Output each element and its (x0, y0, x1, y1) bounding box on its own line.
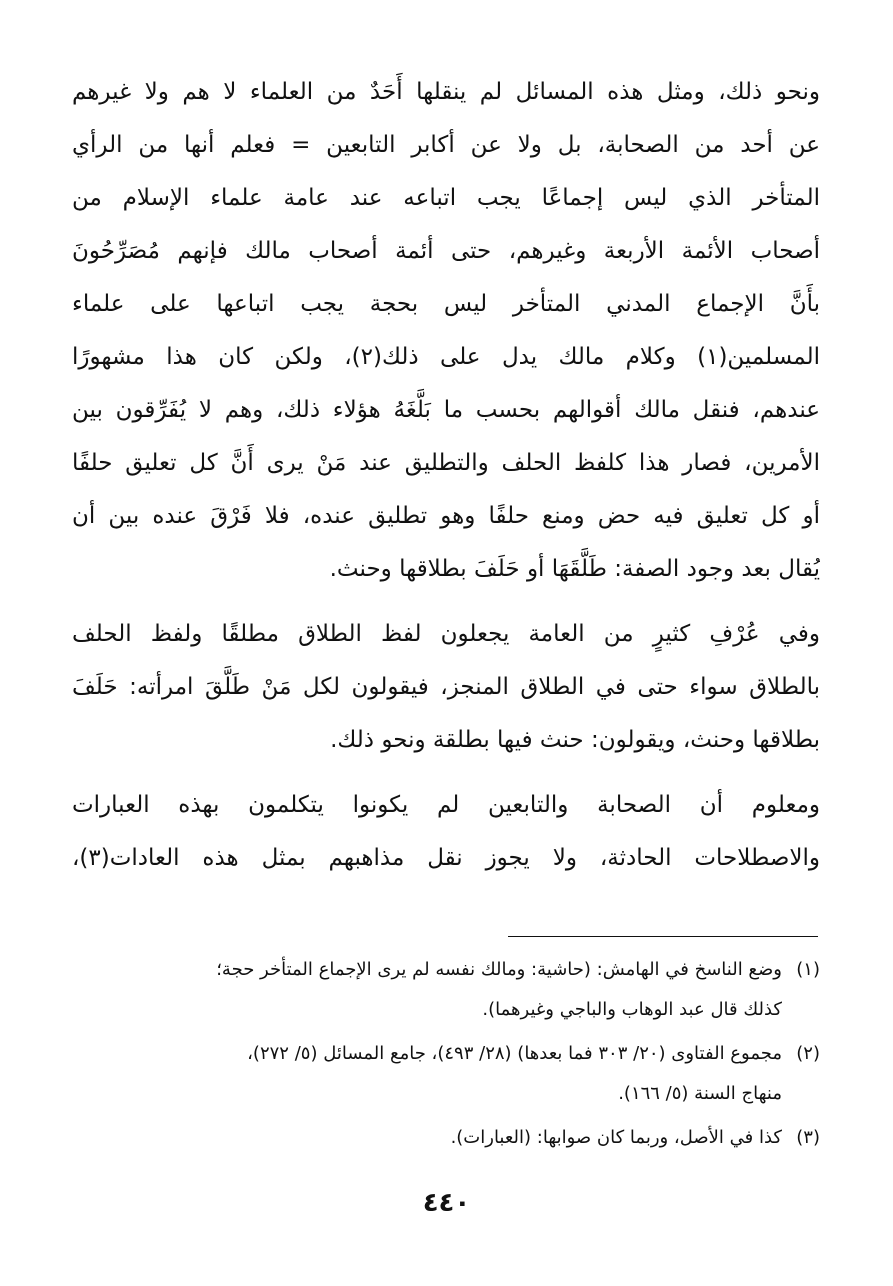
paragraph-gap (72, 596, 820, 608)
text-line: بأَنَّ الإجماع المدني المتأخر ليس بحجة يجب اتباعها على علماء (72, 291, 820, 317)
text-line: ومعلوم أن الصحابة والتابعين لم يكونوا يتكلمون بهذه العبارات (72, 792, 820, 818)
paragraph-gap (72, 767, 820, 779)
text-line: بالطلاق سواء حتى في الطلاق المنجز، فيقولون لكل مَنْ طَلَّقَ امرأته: حَلَفَ (72, 674, 820, 700)
text-line: يُقال بعد وجود الصفة: طَلَّقَهَا أو حَلَفَ بطلاقها وحنث. (329, 556, 820, 582)
paragraph-1 (72, 66, 820, 596)
footnote-line: منهاج السنة (٥/ ١٦٦). (618, 1083, 782, 1104)
footnote-text (72, 1034, 782, 1114)
paragraph-2 (72, 608, 820, 767)
footnote-separator (508, 936, 818, 937)
footnote-3 (72, 1118, 820, 1158)
text-line: ونحو ذلك، ومثل هذه المسائل لم ينقلها أَحَدٌ من العلماء لا هم ولا غيرهم (72, 79, 820, 105)
footnotes (72, 950, 820, 1162)
footnote-text (72, 1118, 782, 1158)
text-line: المسلمين(١) وكلام مالك يدل على ذلك(٢)، ولكن كان هذا مشهورًا (72, 344, 820, 370)
paragraph-3 (72, 779, 820, 885)
footnote-text (72, 950, 782, 1030)
footnote-2 (72, 1034, 820, 1114)
text-line: المتأخر الذي ليس إجماعًا يجب اتباعه عند عامة علماء الإسلام من (72, 185, 820, 211)
text-line: عن أحد من الصحابة، بل ولا عن أكابر التابعين = فعلم أنها من الرأي (72, 132, 820, 158)
text-line: الأمرين، فصار هذا كلفظ الحلف والتطليق عند مَنْ يرى أَنَّ كل تعليق حلفًا (72, 450, 820, 476)
footnote-number: (١) (796, 959, 820, 980)
footnote-line: مجموع الفتاوى (٢٠/ ٣٠٣ فما بعدها) (٢٨/ ٤٩٣)، جامع المسائل (٥/ ٢٧٢)، (247, 1043, 782, 1064)
footnote-1 (72, 950, 820, 1030)
page-number: ٤٤٠ (422, 1188, 471, 1218)
text-line: عندهم، فنقل مالك أقوالهم بحسب ما بَلَّغَهُ هؤلاء ذلك، وهم لا يُفَرِّقون بين (72, 397, 820, 423)
text-line: أصحاب الأئمة الأربعة وغيرهم، حتى أئمة أصحاب مالك فإنهم مُصَرِّحُونَ (72, 238, 820, 264)
text-line: بطلاقها وحنث، ويقولون: حنث فيها بطلقة ونحو ذلك. (330, 727, 820, 753)
text-line: وفي عُرْفِ كثيرٍ من العامة يجعلون لفظ الطلاق مطلقًا ولفظ الحلف (72, 621, 820, 647)
footnote-line: كذا في الأصل، وربما كان صوابها: (العبارات). (450, 1127, 782, 1148)
text-line: والاصطلاحات الحادثة، ولا يجوز نقل مذاهبهم بمثل هذه العادات(٣)، (72, 845, 820, 871)
main-text (72, 66, 820, 885)
footnote-number: (٣) (796, 1127, 820, 1148)
footnote-line: كذلك قال عبد الوهاب والباجي وغيرهما). (482, 999, 782, 1020)
text-line: أو كل تعليق فيه حض ومنع حلفًا وهو تطليق عنده، فلا فَرْقَ عنده بين أن (72, 503, 820, 529)
footnote-number: (٢) (796, 1043, 820, 1064)
footnote-line: وضع الناسخ في الهامش: (حاشية: ومالك نفسه لم يرى الإجماع المتأخر حجة؛ (216, 959, 782, 980)
